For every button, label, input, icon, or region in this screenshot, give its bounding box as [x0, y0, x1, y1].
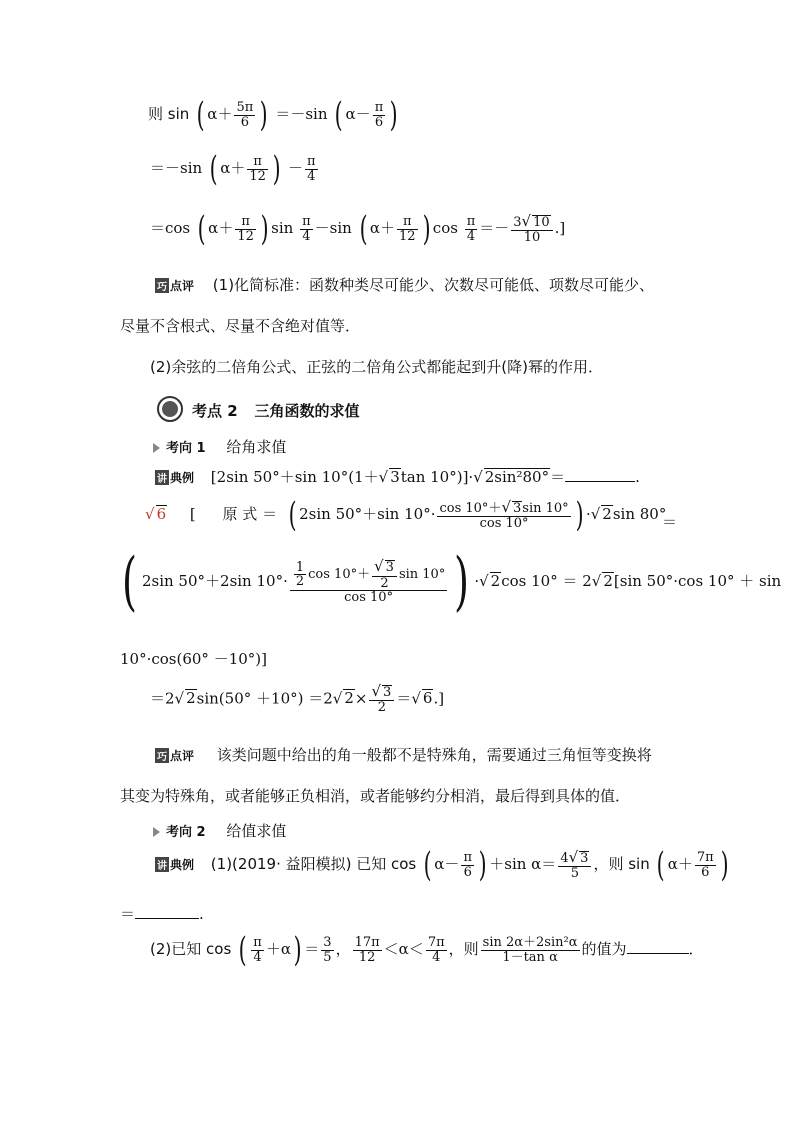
- text: 6: [240, 114, 249, 130]
- text: 2: [344, 689, 354, 708]
- text: 2: [380, 575, 389, 591]
- text: .]: [554, 219, 566, 237]
- note-1-line-1: [155, 274, 654, 295]
- subsection-title: 给角求值: [226, 438, 287, 456]
- text: ＝－sin: [150, 159, 207, 177]
- text: ＋sin α＝: [489, 855, 557, 873]
- note-text: (1)化简标准：函数种类尽可能少、次数尽可能低、项数尽可能少、: [212, 276, 655, 294]
- text: 则 sin: [148, 105, 195, 123]
- text: ＋: [265, 940, 281, 958]
- text: sin 10°: [398, 567, 446, 583]
- text: 4: [253, 949, 262, 965]
- text: 12: [249, 168, 266, 184]
- fraction: [251, 936, 264, 964]
- text: ＝: [662, 513, 678, 531]
- text: .: [635, 468, 640, 486]
- note-tag-label: 点评: [170, 749, 195, 763]
- text: π: [235, 215, 256, 230]
- text: sin: [271, 219, 299, 237]
- fraction: $\frac{√ 3}{2}$: [372, 559, 397, 590]
- text: 2: [377, 700, 387, 716]
- text: ＝－: [479, 219, 510, 237]
- text: 10°·cos(60° －10°)]: [120, 650, 267, 668]
- text: ＋: [230, 159, 246, 177]
- answer-blank: [135, 918, 199, 919]
- fraction: [695, 851, 716, 879]
- formula-line-2: ＝－sin ( α＋ $\frac{\pi}{12}$ ) － $\frac{\pi}{4}$: [150, 149, 316, 189]
- fraction: $\frac{\cos 10^\circ+√ 3\sin 10^\circ}{\cos 10^\circ}$: [439, 497, 569, 531]
- subsection-1: [153, 436, 286, 457]
- text: 7π: [427, 934, 445, 950]
- fraction: $\frac{3√ 10}{10}$: [511, 214, 552, 245]
- fraction: [321, 936, 333, 964]
- fraction: [235, 215, 256, 243]
- text: 3: [383, 685, 392, 700]
- text: α: [345, 105, 356, 123]
- fraction: [353, 936, 382, 964]
- text: π: [466, 213, 476, 229]
- text: cos 10°: [344, 590, 394, 606]
- fraction: [234, 101, 255, 129]
- text: －sin: [314, 219, 357, 237]
- text: ×: [354, 689, 368, 708]
- section-header: [192, 400, 359, 421]
- text: ·: [474, 572, 480, 590]
- example-tag-icon: 讲: [155, 857, 169, 872]
- text: π: [253, 934, 262, 950]
- text: ＝: [550, 468, 566, 486]
- text: α: [280, 940, 291, 958]
- subsection-label: 考向 2: [166, 825, 206, 840]
- text: 2sin 50°＋sin 10°·: [299, 505, 436, 523]
- text: cos: [432, 219, 463, 237]
- note-3-line-1: [155, 744, 652, 765]
- text: 6: [422, 689, 433, 708]
- note-3-line-2: [120, 785, 630, 806]
- note-text: 尽量不含根式、尽量不含绝对值等．: [120, 317, 361, 335]
- text: sin 80°: [612, 505, 667, 523]
- text: [sin 50°·cos 10° ＋ sin: [613, 572, 782, 590]
- note-tag-icon: 巧: [155, 278, 169, 293]
- text: －: [444, 855, 460, 873]
- fraction: [305, 155, 318, 183]
- text: 3: [323, 934, 332, 950]
- text: 17π: [354, 934, 380, 950]
- text: 12: [398, 228, 416, 244]
- text: (1)(2019· 益阳模拟) 已知 cos: [210, 855, 422, 873]
- text: α: [369, 219, 380, 237]
- solution-1-eq: [662, 511, 677, 532]
- text: ＜α＜: [383, 940, 424, 958]
- text: 2sin 50°＋2sin 10°·: [141, 572, 288, 590]
- example-1-question: 讲 典例 [2sin 50°＋sin 10°(1＋√ 3tan 10°)]·√ 2sin²80°＝ .: [157, 468, 640, 486]
- fraction: [247, 155, 268, 183]
- solution-1-line-2: ( 2sin 50°＋2sin 10°· $\frac{1}{2}$ cos 10°＋ $\frac{√ 3}{2}$ sin 10° cos 10° ) ·√ 2cos 10° ＝ 2√ 2[sin 50°·cos 10° ＋ sin: [121, 545, 782, 619]
- text: sin 2α＋2sin²α: [482, 934, 578, 950]
- section-title: 三角函数的求值: [254, 402, 360, 420]
- fraction: $\frac{4√ 3}{5}$: [558, 850, 591, 881]
- text: 6: [463, 864, 472, 880]
- note-text: (2)余弦的二倍角公式、正弦的二倍角公式都能起到升(降)幂的作用．: [150, 358, 603, 376]
- subsection-title: 给值求值: [226, 822, 287, 840]
- solution-1-line-4: ＝2√ 2sin(50° ＋10°) ＝2√ 2× $\frac{√ 3}{2}$ ＝√ 6.]: [150, 682, 445, 716]
- text: 3: [513, 214, 522, 230]
- text: π: [306, 153, 316, 169]
- text: 2sin²80°: [484, 468, 550, 486]
- fraction: [397, 215, 418, 243]
- text: ．: [688, 940, 704, 958]
- text: 10: [533, 214, 550, 230]
- note-tag-label: 点评: [170, 279, 195, 293]
- text: ＝: [304, 940, 320, 958]
- fraction: [294, 561, 306, 589]
- text: 5: [570, 865, 580, 881]
- text: sin(50° ＋10°) ＝2: [196, 689, 333, 708]
- example-tag-label: 典例: [170, 858, 195, 872]
- text: 2: [295, 574, 305, 590]
- text: 2: [186, 689, 196, 708]
- text: ＝: [120, 905, 136, 923]
- subsection-label: 考向 1: [166, 441, 206, 456]
- note-text: 其变为特殊角，或者能够正负相消，或者能够约分相消，最后得到具体的值．: [120, 787, 631, 805]
- section-badge-icon: [157, 396, 183, 422]
- text: 4: [466, 228, 476, 244]
- text: sin 10°: [522, 500, 569, 516]
- text: 4: [432, 949, 441, 965]
- text: .: [199, 905, 204, 923]
- fraction: [300, 215, 313, 243]
- text: [: [189, 505, 196, 523]
- subsection-2: [153, 820, 286, 841]
- text: ＋: [677, 855, 693, 873]
- text: tan 10°)]·: [400, 468, 474, 486]
- play-arrow-icon: [153, 443, 160, 453]
- text: 5π: [236, 99, 254, 115]
- text: ＋: [217, 105, 233, 123]
- text: (2)已知 cos: [150, 940, 237, 958]
- text: ·: [585, 505, 591, 523]
- formula-line-3: ＝cos ( α＋ $\frac{\pi}{12}$ ) sin $\frac{\pi}{4}$ －sin ( α＋ $\frac{\pi}{12}$ ) cos $\frac{\pi}{4}$ ＝－ $\frac{3√ 10}{10}$ .]: [150, 209, 566, 249]
- note-2: [150, 356, 603, 377]
- text: 2: [602, 505, 612, 523]
- example-tag-icon: 讲: [155, 470, 169, 485]
- text: 4: [302, 228, 311, 244]
- text: －: [355, 105, 371, 123]
- note-text: 该类问题中给出的角一般都不是特殊角，需要通过三角恒等变换将: [216, 746, 652, 764]
- fraction: [461, 851, 474, 879]
- text: ，则: [448, 940, 479, 958]
- text: ＝－sin: [275, 105, 333, 123]
- text: π: [247, 155, 268, 170]
- text: 4: [307, 168, 316, 184]
- text: α: [220, 159, 231, 177]
- text: ＋: [218, 219, 234, 237]
- note-tag-icon: 巧: [155, 748, 169, 763]
- text: 3: [513, 500, 522, 516]
- text: 10: [523, 229, 541, 245]
- text: cos 10° ＝ 2: [501, 572, 592, 590]
- text: 1－tan α: [502, 949, 558, 965]
- text: 3: [580, 850, 589, 866]
- text: α: [667, 855, 678, 873]
- text: ＋: [379, 219, 395, 237]
- text: α: [208, 219, 219, 237]
- example-tag-label: 典例: [170, 471, 195, 485]
- play-arrow-icon: [153, 827, 160, 837]
- text: 12: [358, 949, 376, 965]
- text: 3: [390, 468, 400, 486]
- text: cos 10°＋: [439, 500, 502, 516]
- text: ，: [335, 940, 351, 958]
- example-2-question-1: 讲 典例 (1)(2019· 益阳模拟) 已知 cos ( α－ $\frac{\pi}{6}$ ) ＋sin α＝ $\frac{4√ 3}{5}$ ，则 sin ( α＋ $\frac{7\pi}{6}$ ): [157, 845, 729, 885]
- text: ，则 sin: [593, 855, 655, 873]
- text: 3: [385, 560, 394, 576]
- text: 2: [490, 572, 501, 590]
- solution-1-line-1: √ 6 [ 原 式 ＝ ( 2sin 50°＋sin 10°· $\frac{\cos 10^\circ+√ 3\sin 10^\circ}{\cos 10^\circ}$ ) ·√ 2sin 80°: [145, 495, 667, 535]
- text: cos 10°: [479, 515, 529, 531]
- text: 原 式 ＝: [222, 505, 278, 523]
- text: ＝: [396, 689, 412, 708]
- fraction: [373, 101, 386, 129]
- answer-blank: [627, 953, 689, 954]
- example-2-question-2: (2)已知 cos ( $\frac{\pi}{4}$ ＋α) ＝ $\frac{3}{5}$ ， $\frac{17\pi}{12}$ ＜α＜ $\frac{7\pi}{4}$ ，则 $\frac{\text{sin 2α＋2sin²α}}{\text{1－tan α}}$ 的值为 ．: [150, 930, 704, 970]
- fraction: [426, 936, 447, 964]
- text: 4: [560, 850, 569, 866]
- text: π: [397, 215, 418, 230]
- note-1-line-2: [120, 315, 360, 336]
- text: 2: [603, 572, 613, 590]
- text: cos 10°＋: [308, 567, 371, 583]
- fraction: [290, 559, 447, 605]
- fraction: [481, 936, 580, 964]
- text: 6: [701, 864, 710, 880]
- answer-blank: [565, 481, 635, 482]
- text: 5: [323, 949, 332, 965]
- text: 1: [295, 559, 305, 575]
- formula-line-1: 则 sin ( α＋ $\frac{5\pi}{6}$ ) ＝－sin ( α－ $\frac{\pi}{6}$ ): [148, 95, 398, 135]
- text: ＝2: [150, 689, 175, 708]
- text: 12: [237, 228, 254, 244]
- text: －: [287, 159, 303, 177]
- text: π: [302, 213, 311, 229]
- text: [2sin 50°＋sin 10°(1＋: [210, 468, 379, 486]
- text: α: [434, 855, 445, 873]
- text: 的值为: [581, 940, 627, 958]
- fraction: $\frac{√ 3}{2}$: [369, 684, 394, 715]
- text: 7π: [696, 849, 714, 865]
- solution-1-line-3: [120, 648, 267, 669]
- text: π: [463, 849, 472, 865]
- fraction: [465, 215, 478, 243]
- text: .]: [433, 689, 445, 708]
- text: ＝cos: [150, 219, 195, 237]
- text: π: [374, 99, 384, 115]
- text: 6: [374, 114, 384, 130]
- section-label: 考点 2: [192, 402, 238, 420]
- answer: 6: [156, 505, 167, 523]
- text: α: [207, 105, 218, 123]
- example-2-answer: [120, 903, 204, 924]
